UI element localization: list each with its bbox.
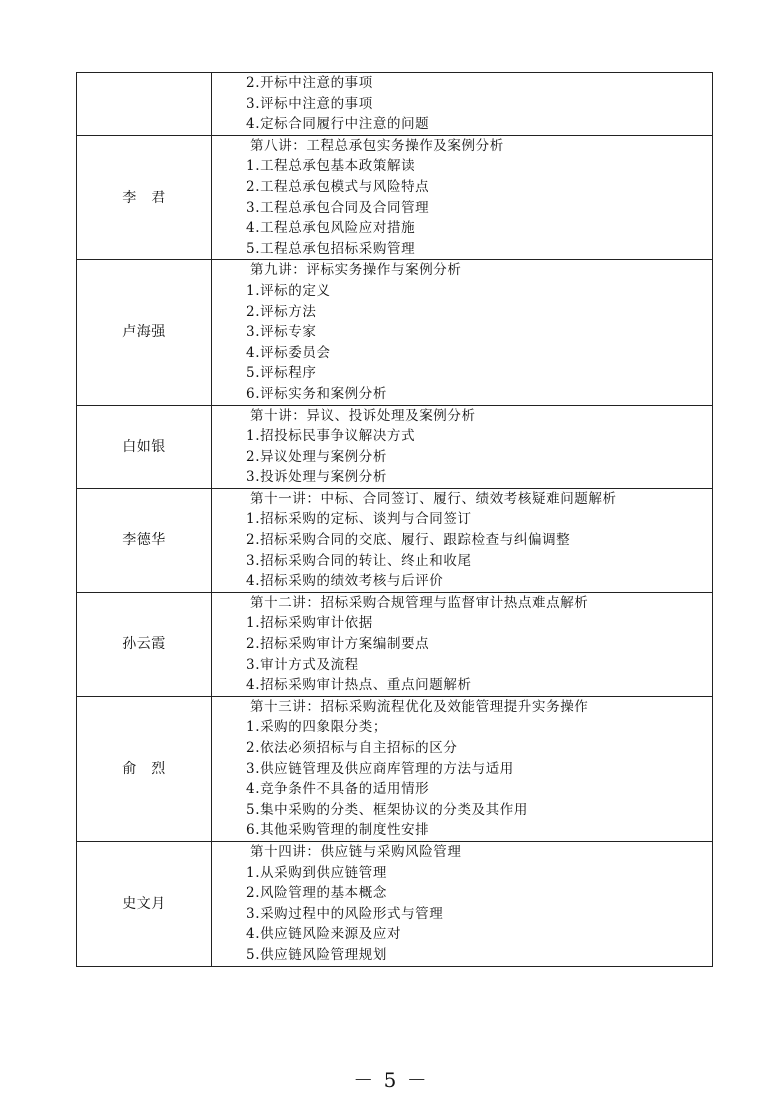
lecture-topic: 4.供应链风险来源及应对 — [246, 926, 402, 943]
lecture-title: 第十二讲：招标采购合规管理与监督审计热点难点解析 — [250, 594, 589, 611]
lecture-topic: 5.集中采购的分类、框架协议的分类及其作用 — [246, 801, 528, 818]
lecture-topic: 2.招标采购合同的交底、履行、跟踪检查与纠偏调整 — [246, 532, 571, 549]
lecture-title: 第十四讲：供应链与采购风险管理 — [250, 843, 462, 860]
lecture-topic: 1.评标的定义 — [246, 282, 331, 299]
lecturer-name: 白如银 — [77, 405, 212, 488]
lecture-topic: 1.招投标民事争议解决方式 — [246, 428, 416, 445]
lecture-topic: 3.供应链管理及供应商库管理的方法与适用 — [246, 760, 514, 777]
lecture-topic: 3.评标中注意的事项 — [246, 95, 373, 112]
course-schedule-table — [76, 72, 713, 967]
lecture-content — [212, 135, 713, 260]
lecture-topic: 3.招标采购合同的转让、终止和收尾 — [246, 552, 472, 569]
lecture-topic: 3.审计方式及流程 — [246, 656, 359, 673]
lecturer-name: 俞 烈 — [77, 696, 212, 841]
lecture-topic: 1.招标采购的定标、谈判与合同签订 — [246, 511, 472, 528]
lecture-topic: 1.采购的四象限分类； — [246, 719, 387, 736]
table-row — [77, 592, 713, 696]
lecturer-name: 卢海强 — [77, 260, 212, 405]
table-body — [77, 73, 713, 967]
lecture-topic: 2.招标采购审计方案编制要点 — [246, 636, 430, 653]
lecture-topic: 1.工程总承包基本政策解读 — [246, 158, 416, 175]
lecture-topic: 3.工程总承包合同及合同管理 — [246, 199, 430, 216]
lecture-title: 第十三讲：招标采购流程优化及效能管理提升实务操作 — [250, 698, 589, 715]
lecture-content — [212, 260, 713, 405]
lecture-title: 第九讲：评标实务操作与案例分析 — [250, 262, 462, 279]
lecture-title: 第八讲：工程总承包实务操作及案例分析 — [250, 137, 504, 154]
lecture-topic: 5.供应链风险管理规划 — [246, 946, 387, 963]
lecture-topic: 3.采购过程中的风险形式与管理 — [246, 905, 444, 922]
table-row — [77, 260, 713, 405]
lecturer-name: 史文月 — [77, 841, 212, 966]
lecture-topic: 4.评标委员会 — [246, 344, 331, 361]
lecture-topic: 4.定标合同履行中注意的问题 — [246, 116, 430, 133]
lecture-content — [212, 592, 713, 696]
lecture-topic: 4.竞争条件不具备的适用情形 — [246, 781, 430, 798]
table-row — [77, 841, 713, 966]
lecturer-name: 李 君 — [77, 135, 212, 260]
lecture-topic: 1.招标采购审计依据 — [246, 615, 373, 632]
lecture-topic: 5.评标程序 — [246, 365, 317, 382]
lecture-topic: 3.评标专家 — [246, 324, 317, 341]
lecture-topic: 6.评标实务和案例分析 — [246, 385, 387, 402]
lecture-content — [212, 841, 713, 966]
lecturer-name: 孙云霞 — [77, 592, 212, 696]
lecture-topic: 4.招标采购审计热点、重点问题解析 — [246, 677, 472, 694]
table-row — [77, 696, 713, 841]
lecture-title: 第十讲：异议、投诉处理及案例分析 — [250, 407, 476, 424]
lecture-content — [212, 405, 713, 488]
lecture-content — [212, 73, 713, 136]
table-row — [77, 405, 713, 488]
lecture-topic: 2.风险管理的基本概念 — [246, 885, 387, 902]
lecturer-name: 李德华 — [77, 488, 212, 592]
lecture-topic: 2.开标中注意的事项 — [246, 75, 373, 91]
lecture-topic: 2.评标方法 — [246, 303, 317, 320]
lecture-topic: 1.从采购到供应链管理 — [246, 864, 387, 881]
table-row — [77, 73, 713, 136]
lecture-content — [212, 696, 713, 841]
lecture-topic: 3.投诉处理与案例分析 — [246, 469, 387, 486]
lecture-topic: 4.招标采购的绩效考核与后评价 — [246, 573, 444, 590]
lecture-topic: 2.工程总承包模式与风险特点 — [246, 178, 430, 195]
lecture-topic: 2.依法必须招标与自主招标的区分 — [246, 740, 458, 756]
table-row — [77, 135, 713, 260]
table-row — [77, 488, 713, 592]
lecture-content — [212, 488, 713, 592]
page-number: － 5 － — [353, 1068, 429, 1092]
lecture-topic: 5.工程总承包招标采购管理 — [246, 240, 416, 257]
lecture-topic: 2.异议处理与案例分析 — [246, 448, 387, 465]
lecturer-name — [77, 73, 212, 136]
lecture-topic: 4.工程总承包风险应对措施 — [246, 220, 416, 237]
lecture-topic: 6.其他采购管理的制度性安排 — [246, 822, 430, 839]
lecture-title: 第十一讲：中标、合同签订、履行、绩效考核疑难问题解析 — [250, 490, 617, 507]
